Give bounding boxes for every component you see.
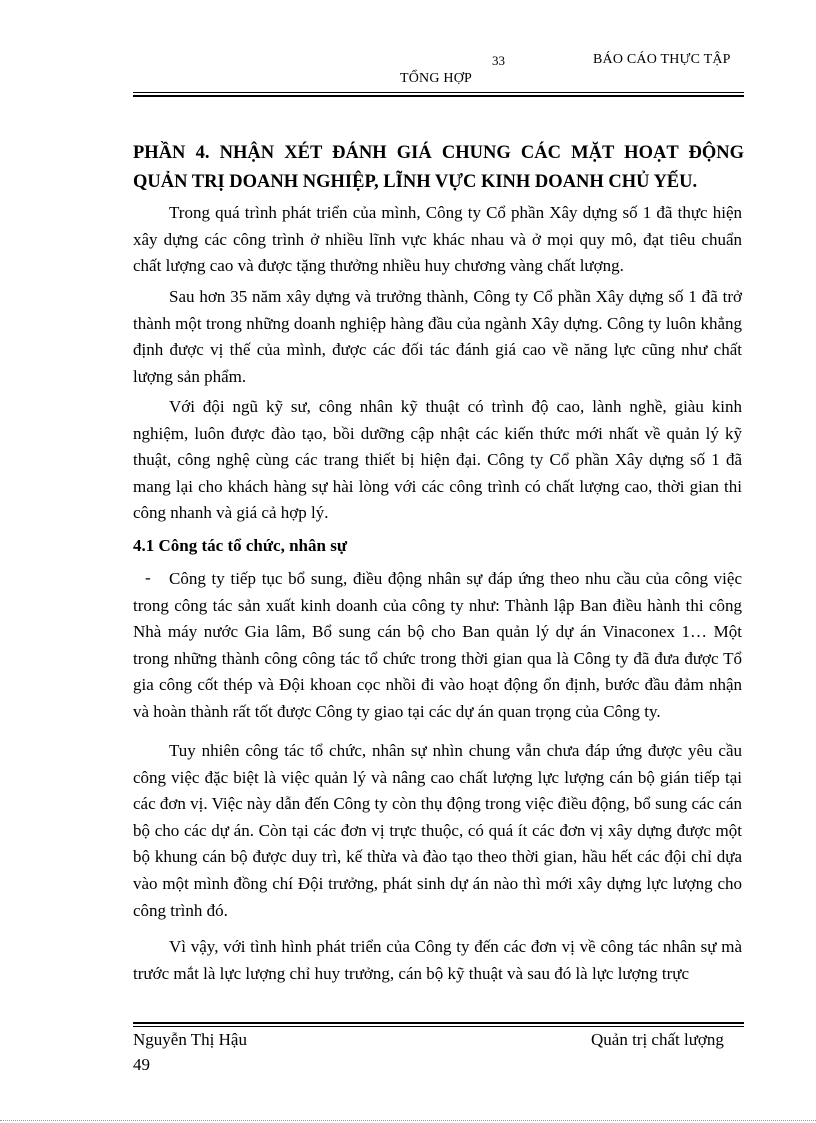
- header-title-left: TỔNG HỢP: [400, 71, 472, 86]
- header-title-right: BÁO CÁO THỰC TẬP: [593, 52, 731, 67]
- paragraph-3: Với đội ngũ kỹ sư, công nhân kỹ thuật có trình độ cao, lành nghề, giàu kinh nghiệm, luôn được đào tạo, bồi dưỡng cập nhật các kiến thức mới nhất về quản lý kỹ thuật, công nghệ cùng các trang thiết bị hiện đại. Công ty Cổ phần Xây dựng số 1 đã mang lại cho khách hàng sự hài lòng với các công trình có chất lượng cao, thời gian thi công nhanh và giá cả hợp lý.: [133, 397, 742, 523]
- subsection-title: 4.1 Công tác tổ chức, nhân sự: [133, 536, 348, 555]
- paragraph-2: Sau hơn 35 năm xây dựng và trưởng thành, Công ty Cổ phần Xây dựng số 1 đã trở thành một trong những doanh nghiệp hàng đầu của ngành Xây dựng. Công ty luôn khẳng định được vị thế của mình, được các đối tác đánh giá cao về năng lực cũng như chất lượng sản phẩm.: [133, 287, 742, 386]
- footer-subject: Quản trị chất lượng: [591, 1030, 724, 1049]
- header-rule-top: [133, 92, 744, 93]
- header-page-number: 33: [492, 53, 505, 68]
- page-bottom-border: [0, 1120, 816, 1121]
- footer-rule-bottom: [133, 1026, 744, 1027]
- section-heading: PHẦN 4. NHẬN XÉT ĐÁNH GIÁ CHUNG CÁC MẶT HOẠT ĐỘNG QUẢN TRỊ DOANH NGHIỆP, LĨNH VỰC KINH DOANH CHỦ YẾU.: [133, 143, 744, 192]
- bullet-dash: -: [145, 568, 151, 587]
- header-rule-bottom: [133, 95, 744, 97]
- paragraph-4: Tuy nhiên công tác tổ chức, nhân sự nhìn chung vẫn chưa đáp ứng được yêu cầu công việc đặc biệt là việc quản lý và nâng cao chất lượng lực lượng cán bộ gián tiếp tại các đơn vị. Việc này dẫn đến Công ty còn thụ động trong việc điều động, bổ sung các cán bộ cho các dự án. Còn tại các đơn vị trực thuộc, có quá ít các đơn vị xây dựng được một bộ khung cán bộ được duy trì, kế thừa và đào tạo theo thời gian, hầu hết các đội chỉ dựa vào một mình đồng chí Đội trưởng, phát sinh dự án nào thì mới xây dựng lực lượng cho công trình đó.: [133, 741, 742, 920]
- bullet-paragraph: Công ty tiếp tục bổ sung, điều động nhân sự đáp ứng theo nhu cầu của công việc trong công tác sản xuất kinh doanh của công ty như: Thành lập Ban điều hành thi công Nhà máy nước Gia lâm, Bổ sung cán bộ cho Ban quản lý dự án Vinaconex 1… Một trong những thành công công tác tổ chức trong thời gian qua là Công ty đã đưa được Tổ gia công cốt thép và Đội khoan cọc nhồi đi vào hoạt động ổn định, bước đầu đảm nhận và hoàn thành rất tốt được Công ty giao tại các dự án quan trọng của Công ty.: [133, 569, 742, 721]
- footer-page-number: 49: [133, 1055, 150, 1074]
- paragraph-1: Trong quá trình phát triển của mình, Công ty Cổ phần Xây dựng số 1 đã thực hiện xây dựng các công trình ở nhiều lĩnh vực khác nhau và ở mọi quy mô, đạt tiêu chuẩn chất lượng cao và được tặng thưởng nhiều huy chương vàng chất lượng.: [133, 203, 742, 276]
- footer-rule-top: [133, 1022, 744, 1024]
- footer-author: Nguyễn Thị Hậu: [133, 1030, 247, 1049]
- paragraph-5: Vì vậy, với tình hình phát triển của Công ty đến các đơn vị về công tác nhân sự mà trước mắt là lực lượng chỉ huy trưởng, cán bộ kỹ thuật và sau đó là lực lượng trực: [133, 937, 742, 983]
